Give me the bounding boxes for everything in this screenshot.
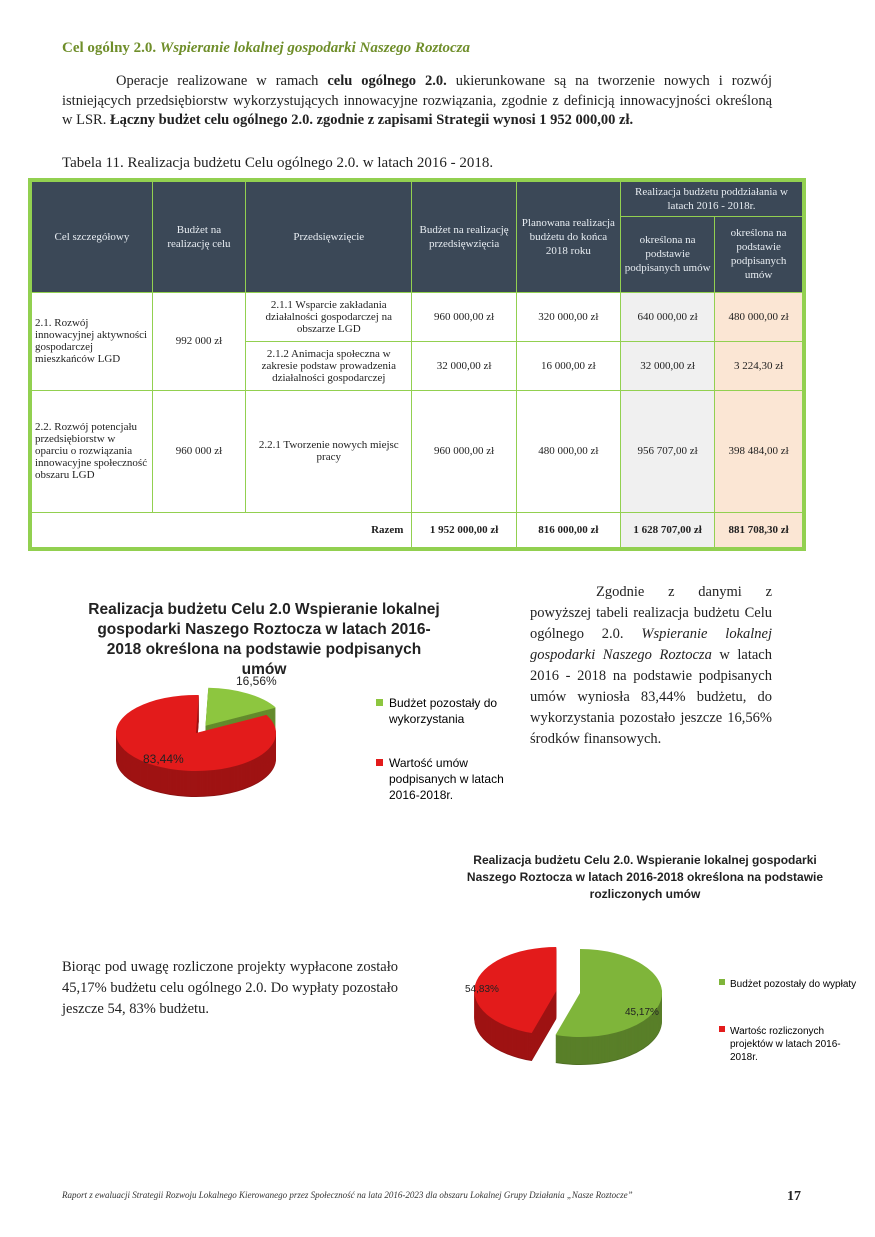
cell-umowy-2: 3 224,30 zł: [715, 341, 804, 390]
cell-umowy-1: 640 000,00 zł: [621, 292, 715, 341]
pie-data-label: 83,44%: [143, 752, 184, 766]
cell-cel: 2.2. Rozwój potencjału przedsiębiorstw w oparciu o rozwiązania innowacyjne społeczność obszaru LGD: [30, 390, 152, 512]
legend-line: Budżet pozostały do: [389, 696, 498, 710]
table-row: [30, 390, 804, 512]
cell-plan: 16 000,00 zł: [516, 341, 620, 390]
header-cel: Cel szczegółowy: [30, 180, 152, 292]
header-przedsiewziecie: Przedsięwzięcie: [246, 180, 412, 292]
cell-przedsiewziecie: 2.1.1 Wsparcie zakładania działalności gospodarczej na obszarze LGD: [246, 292, 412, 341]
legend-swatch-2: [376, 759, 383, 766]
legend-label-2: [389, 756, 504, 802]
total-plan: 816 000,00 zł: [516, 512, 620, 549]
legend-line: wykorzystania: [389, 712, 465, 726]
bottom-paragraph: Biorąc pod uwagę rozliczone projekty wypłacone zostało 45,17% budżetu celu ogólnego 2.0. Do wypłaty pozostało jeszcze 54, 83% budżetu.: [62, 959, 398, 1017]
header-budzet: Budżet na realizację celu: [152, 180, 245, 292]
legend-line: 2018r.: [730, 1052, 758, 1063]
legend-line: 2016-2018r.: [389, 788, 454, 802]
table-row: [30, 292, 804, 341]
header-planowana: Planowana realizacja budżetu do końca 2018 roku: [516, 180, 620, 292]
cell-umowy-2: 398 484,00 zł: [715, 390, 804, 512]
header-umowy-2: określona na podstawie podpisanych umów: [715, 216, 804, 292]
total-umowy-2: 881 708,30 zł: [715, 512, 804, 549]
legend-line: Wartość umów: [389, 756, 468, 770]
page-footer: Raport z ewaluacji Strategii Rozwoju Lokalnego Kierowanego przez Społeczność na lata 2016-2023 dla obszaru Lokalnej Grupy Działania „Nasze Roztocze”: [62, 1190, 633, 1200]
legend-line: Wartośc rozliczonych: [730, 1026, 825, 1037]
chart2-title: Realizacja budżetu Celu 2.0. Wspieranie lokalnej gospodarki Naszego Roztocza w latach 2016-2018 określona na podstawie rozliczonych umów: [466, 853, 824, 901]
cell-budzet: 960 000 zł: [152, 390, 245, 512]
legend-label-1: [388, 696, 497, 726]
pie-chart-1: [100, 675, 520, 825]
cell-umowy-1: 32 000,00 zł: [621, 341, 715, 390]
cell-przedsiewziecie: 2.1.2 Animacja społeczna w zakresie podstaw prowadzenia działalności gospodarczej: [246, 341, 412, 390]
legend-label-4: [730, 1026, 841, 1063]
pie-data-label: 54,83%: [465, 984, 499, 995]
legend-swatch-4: [719, 1026, 725, 1032]
cell-umowy-2: 480 000,00 zł: [715, 292, 804, 341]
table-caption: Tabela 11. Realizacja budżetu Celu ogólnego 2.0. w latach 2016 - 2018.: [62, 155, 494, 171]
chart1-title: Realizacja budżetu Celu 2.0 Wspieranie lokalnej gospodarki Naszego Roztocza w latach 2016-2018 określona na podstawie podpisanych umów: [88, 601, 440, 678]
total-umowy-1: 1 628 707,00 zł: [621, 512, 715, 549]
total-row: [30, 512, 804, 549]
legend-label-3: Budżet pozostały do wypłaty: [730, 979, 857, 990]
legend-line: projektów w latach 2016-: [730, 1039, 841, 1050]
intro-paragraph: Operacje realizowane w ramach celu ogólnego 2.0. ukierunkowane są na tworzenie nowych i rozwój istniejących przedsiębiorstw wykorzystujących innowacyjne rozwiązania, zgodnie z definicją innowacyjności określoną w LSR. Łączny budżet celu ogólnego 2.0. zgodnie z zapisami Strategii wynosi 1 952 000,00 zł.: [62, 73, 773, 128]
header-budzet-przedsiewziecia: Budżet na realizację przedsięwzięcia: [412, 180, 516, 292]
cell-umowy-1: 956 707,00 zł: [621, 390, 715, 512]
cell-plan: 480 000,00 zł: [516, 390, 620, 512]
pie-data-label: 16,56%: [236, 675, 277, 688]
cell-budzet-p: 32 000,00 zł: [412, 341, 516, 390]
total-budzet: 1 952 000,00 zł: [412, 512, 516, 549]
legend-swatch-1: [376, 699, 383, 706]
section-heading: Cel ogólny 2.0. Wspieranie lokalnej gospodarki Naszego Roztocza: [62, 40, 470, 56]
legend-swatch-3: [719, 979, 725, 985]
header-umowy-1: określona na podstawie podpisanych umów: [621, 216, 715, 292]
cell-budzet: 992 000 zł: [152, 292, 245, 390]
cell-przedsiewziecie: 2.2.1 Tworzenie nowych miejsc pracy: [246, 390, 412, 512]
page-number: 17: [787, 1189, 801, 1204]
pie-data-label: 45,17%: [625, 1007, 659, 1018]
total-label: Razem: [30, 512, 412, 549]
cell-budzet-p: 960 000,00 zł: [412, 390, 516, 512]
legend-line: podpisanych w latach: [389, 772, 504, 786]
side-paragraph: Zgodnie z danymi z powyższej tabeli realizacja budżetu Celu ogólnego 2.0. Wspieranie lokalnej gospodarki Naszego Roztocza w latach 2016 - 2018 na podstawie podpisanych umów wyniosła 83,44% budżetu, do wykorzystania pozostało jeszcze 16,56% środków finansowych.: [530, 584, 772, 747]
pie-chart-2: [430, 945, 870, 1075]
budget-table: [28, 178, 806, 551]
cell-budzet-p: 960 000,00 zł: [412, 292, 516, 341]
header-realizacja: Realizacja budżetu poddziałania w latach 2016 - 2018r.: [621, 180, 805, 216]
cell-plan: 320 000,00 zł: [516, 292, 620, 341]
cell-cel: 2.1. Rozwój innowacyjnej aktywności gospodarczej mieszkańców LGD: [30, 292, 152, 390]
